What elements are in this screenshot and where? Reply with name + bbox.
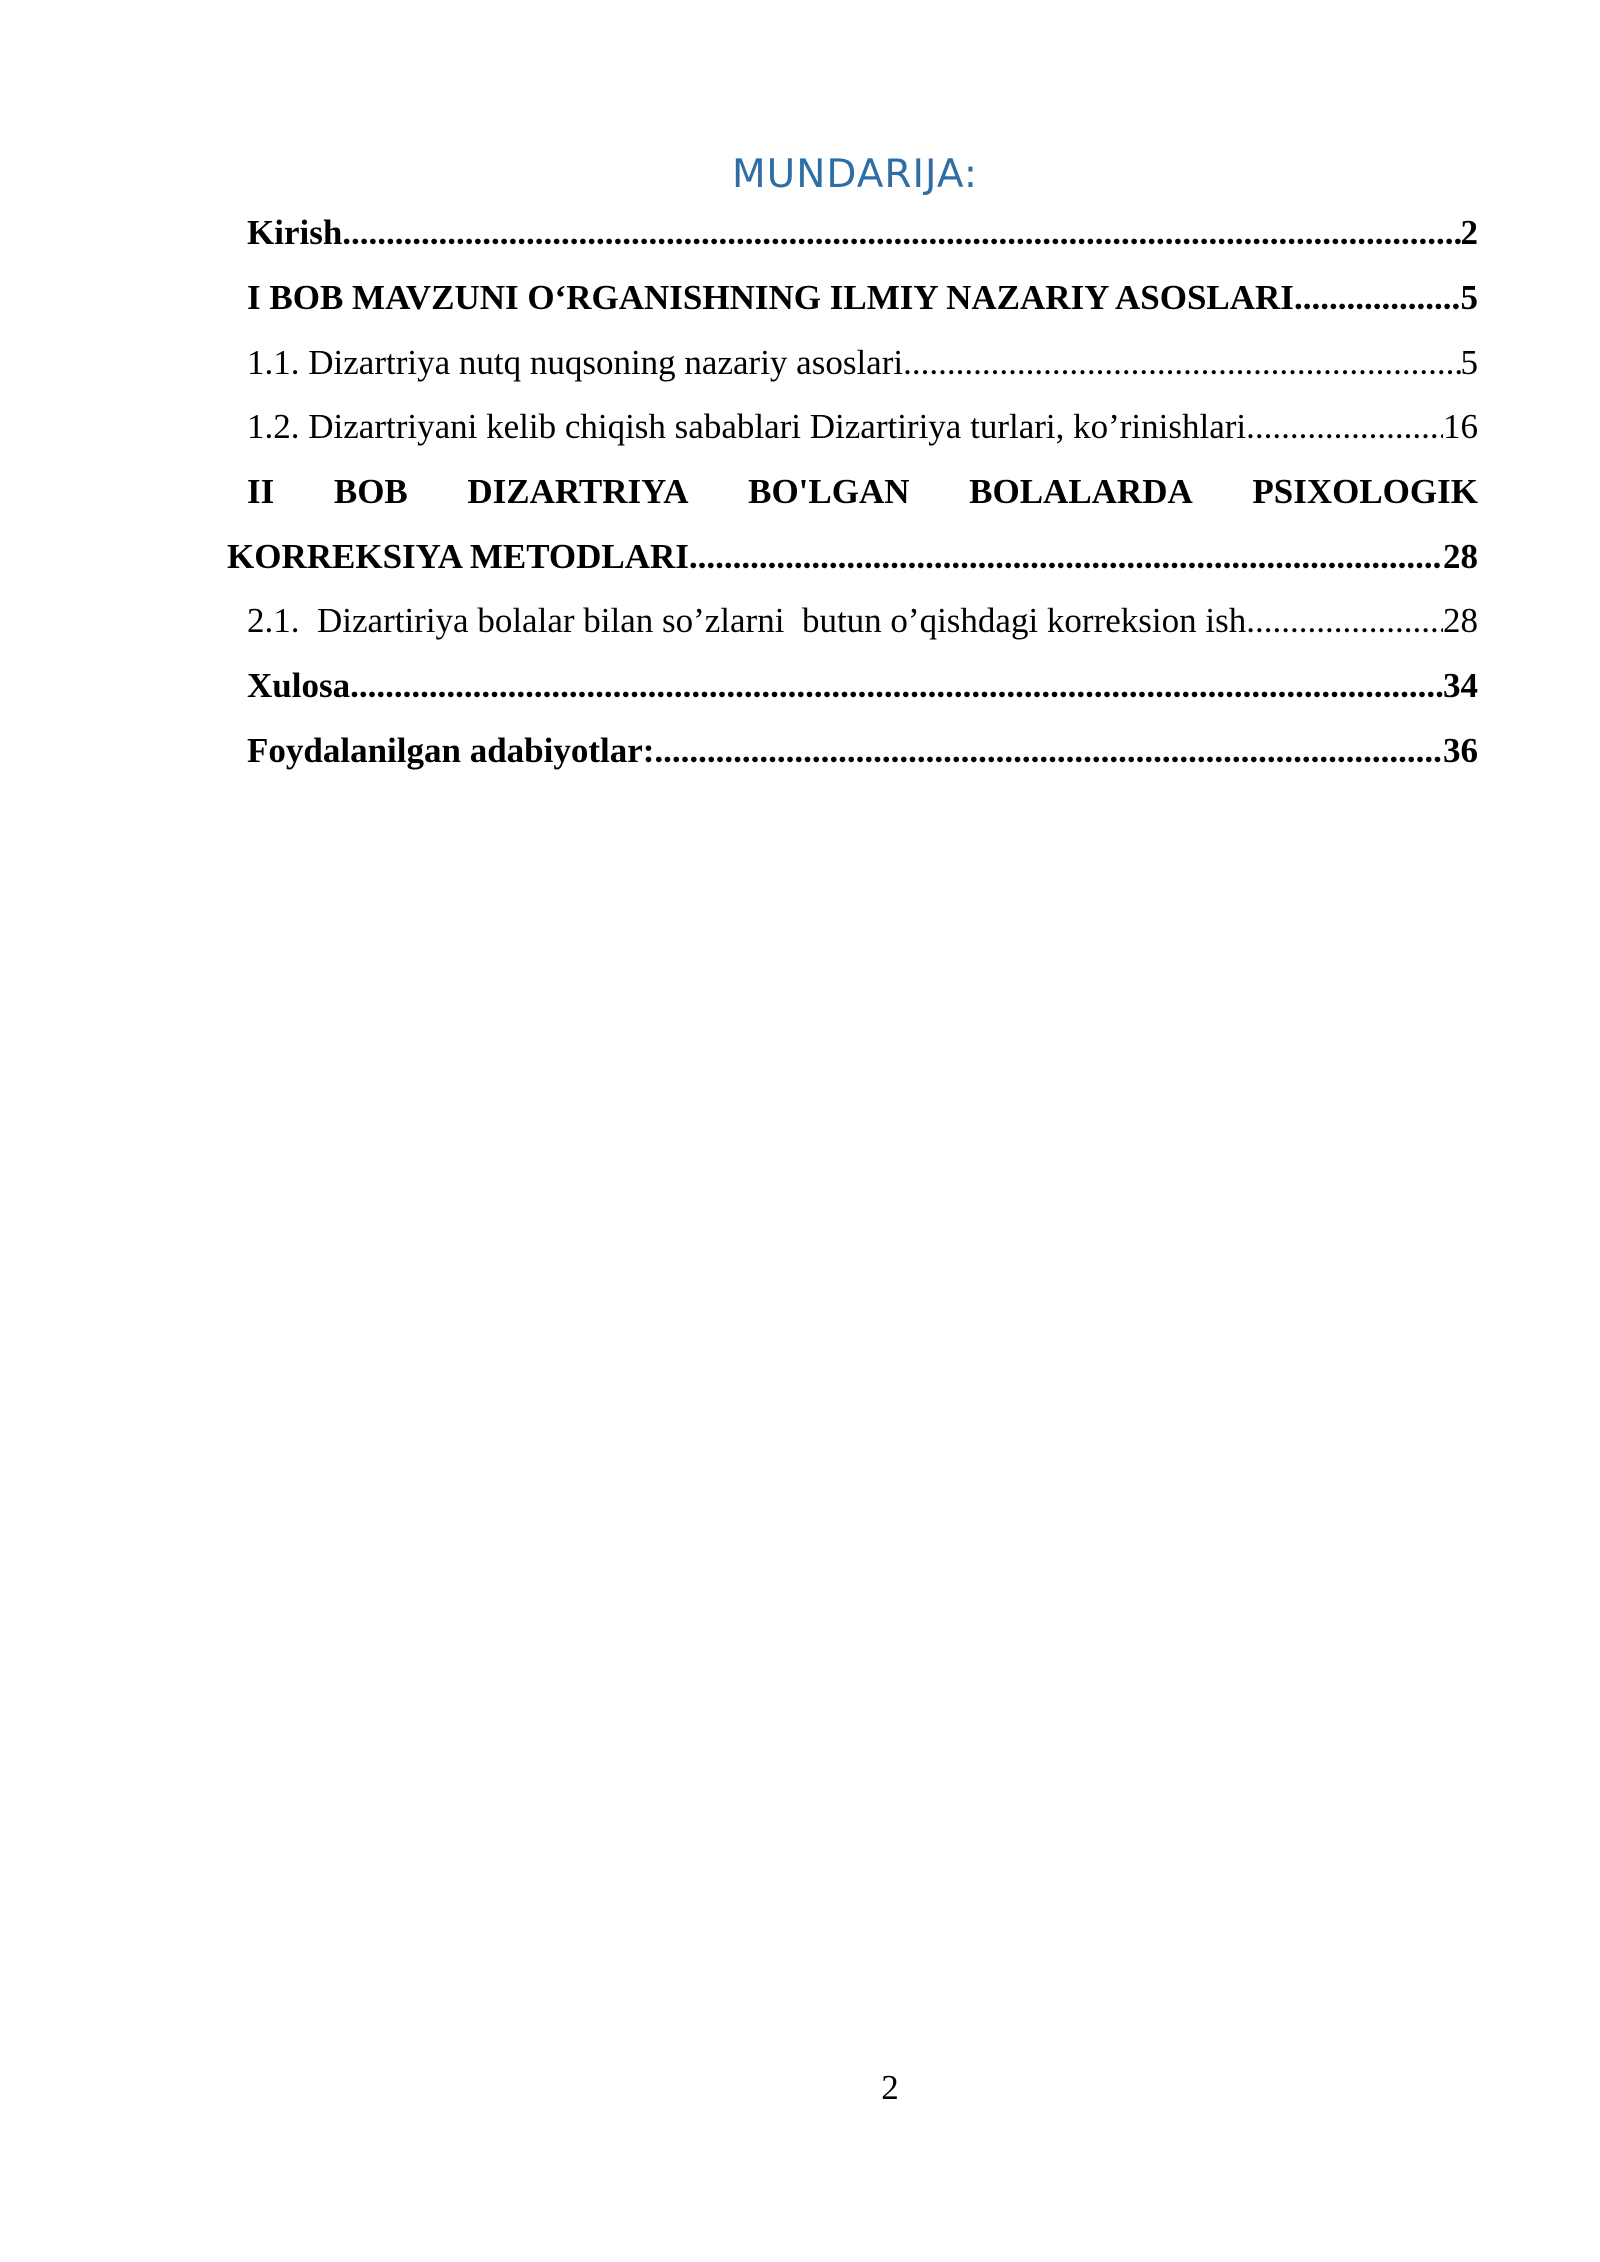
toc-entry-text: Foydalanilgan adabiyotlar: [247,731,655,770]
toc-entry-chapter-2-line-1[interactable] [247,471,1478,517]
toc-entry-word: II [247,472,275,511]
toc-entry-page: 34 [1443,666,1478,705]
toc-entry-word: BOB [333,472,408,511]
page-number: 2 [881,2068,899,2107]
toc-title: MUNDARIJA: [732,152,978,197]
dot-leader [903,342,1460,384]
toc-entry-text: I BOB MAVZUNI O‘RGANISHNING ILMIY NAZARIY ASOSLARI [247,278,1294,317]
toc-entry-text: 1.1. Dizartriya nutq nuqsoning nazariy asoslari [247,343,904,382]
dot-leader [689,536,1443,578]
toc-entry-page: 5 [1460,343,1478,382]
toc-entry-page: 2 [1460,213,1478,252]
dot-leader [1294,277,1461,319]
dot-leader [350,665,1443,707]
toc-entry-text: Xulosa [247,666,351,705]
toc-entry-text: 1.2. Dizartriyani kelib chiqish sabablari Dizartiriya turlari, ko’rinishlari [247,407,1247,446]
toc-entry-page: 16 [1443,407,1478,446]
dot-leader [654,730,1443,772]
toc-entry-word: BOLALARDA [969,472,1193,511]
toc-entry-text: 2.1. Dizartiriya bolalar bilan so’zlarni butun o’qishdagi korreksion ish [247,601,1247,640]
toc-entry-text: KORREKSIYA METODLARI [227,537,689,576]
toc-entry-text: Kirish [247,213,343,252]
toc-entry-section-1-1[interactable] [247,342,1478,388]
toc-entry-page: 28 [1443,601,1478,640]
toc-entry-page: 36 [1443,731,1478,770]
toc-entry-word: PSIXOLOGIK [1252,472,1478,511]
dot-leader [342,212,1460,254]
toc-entry-section-2-1[interactable] [247,600,1478,646]
toc-entry-kirish[interactable] [247,212,1478,258]
toc-entry-page: 28 [1443,537,1478,576]
toc-entry-chapter-2-line-2[interactable] [227,536,1478,582]
dot-leader [1246,600,1443,642]
dot-leader [1246,406,1443,448]
toc-entry-chapter-1[interactable] [247,277,1478,323]
toc-entry-page: 5 [1460,278,1478,317]
toc-entry-word: BO'LGAN [748,472,910,511]
toc-entry-word: DIZARTRIYA [467,472,689,511]
toc-entry-xulosa[interactable] [247,665,1478,711]
toc-entry-references[interactable] [247,730,1478,776]
toc-entry-section-1-2[interactable] [247,406,1478,452]
